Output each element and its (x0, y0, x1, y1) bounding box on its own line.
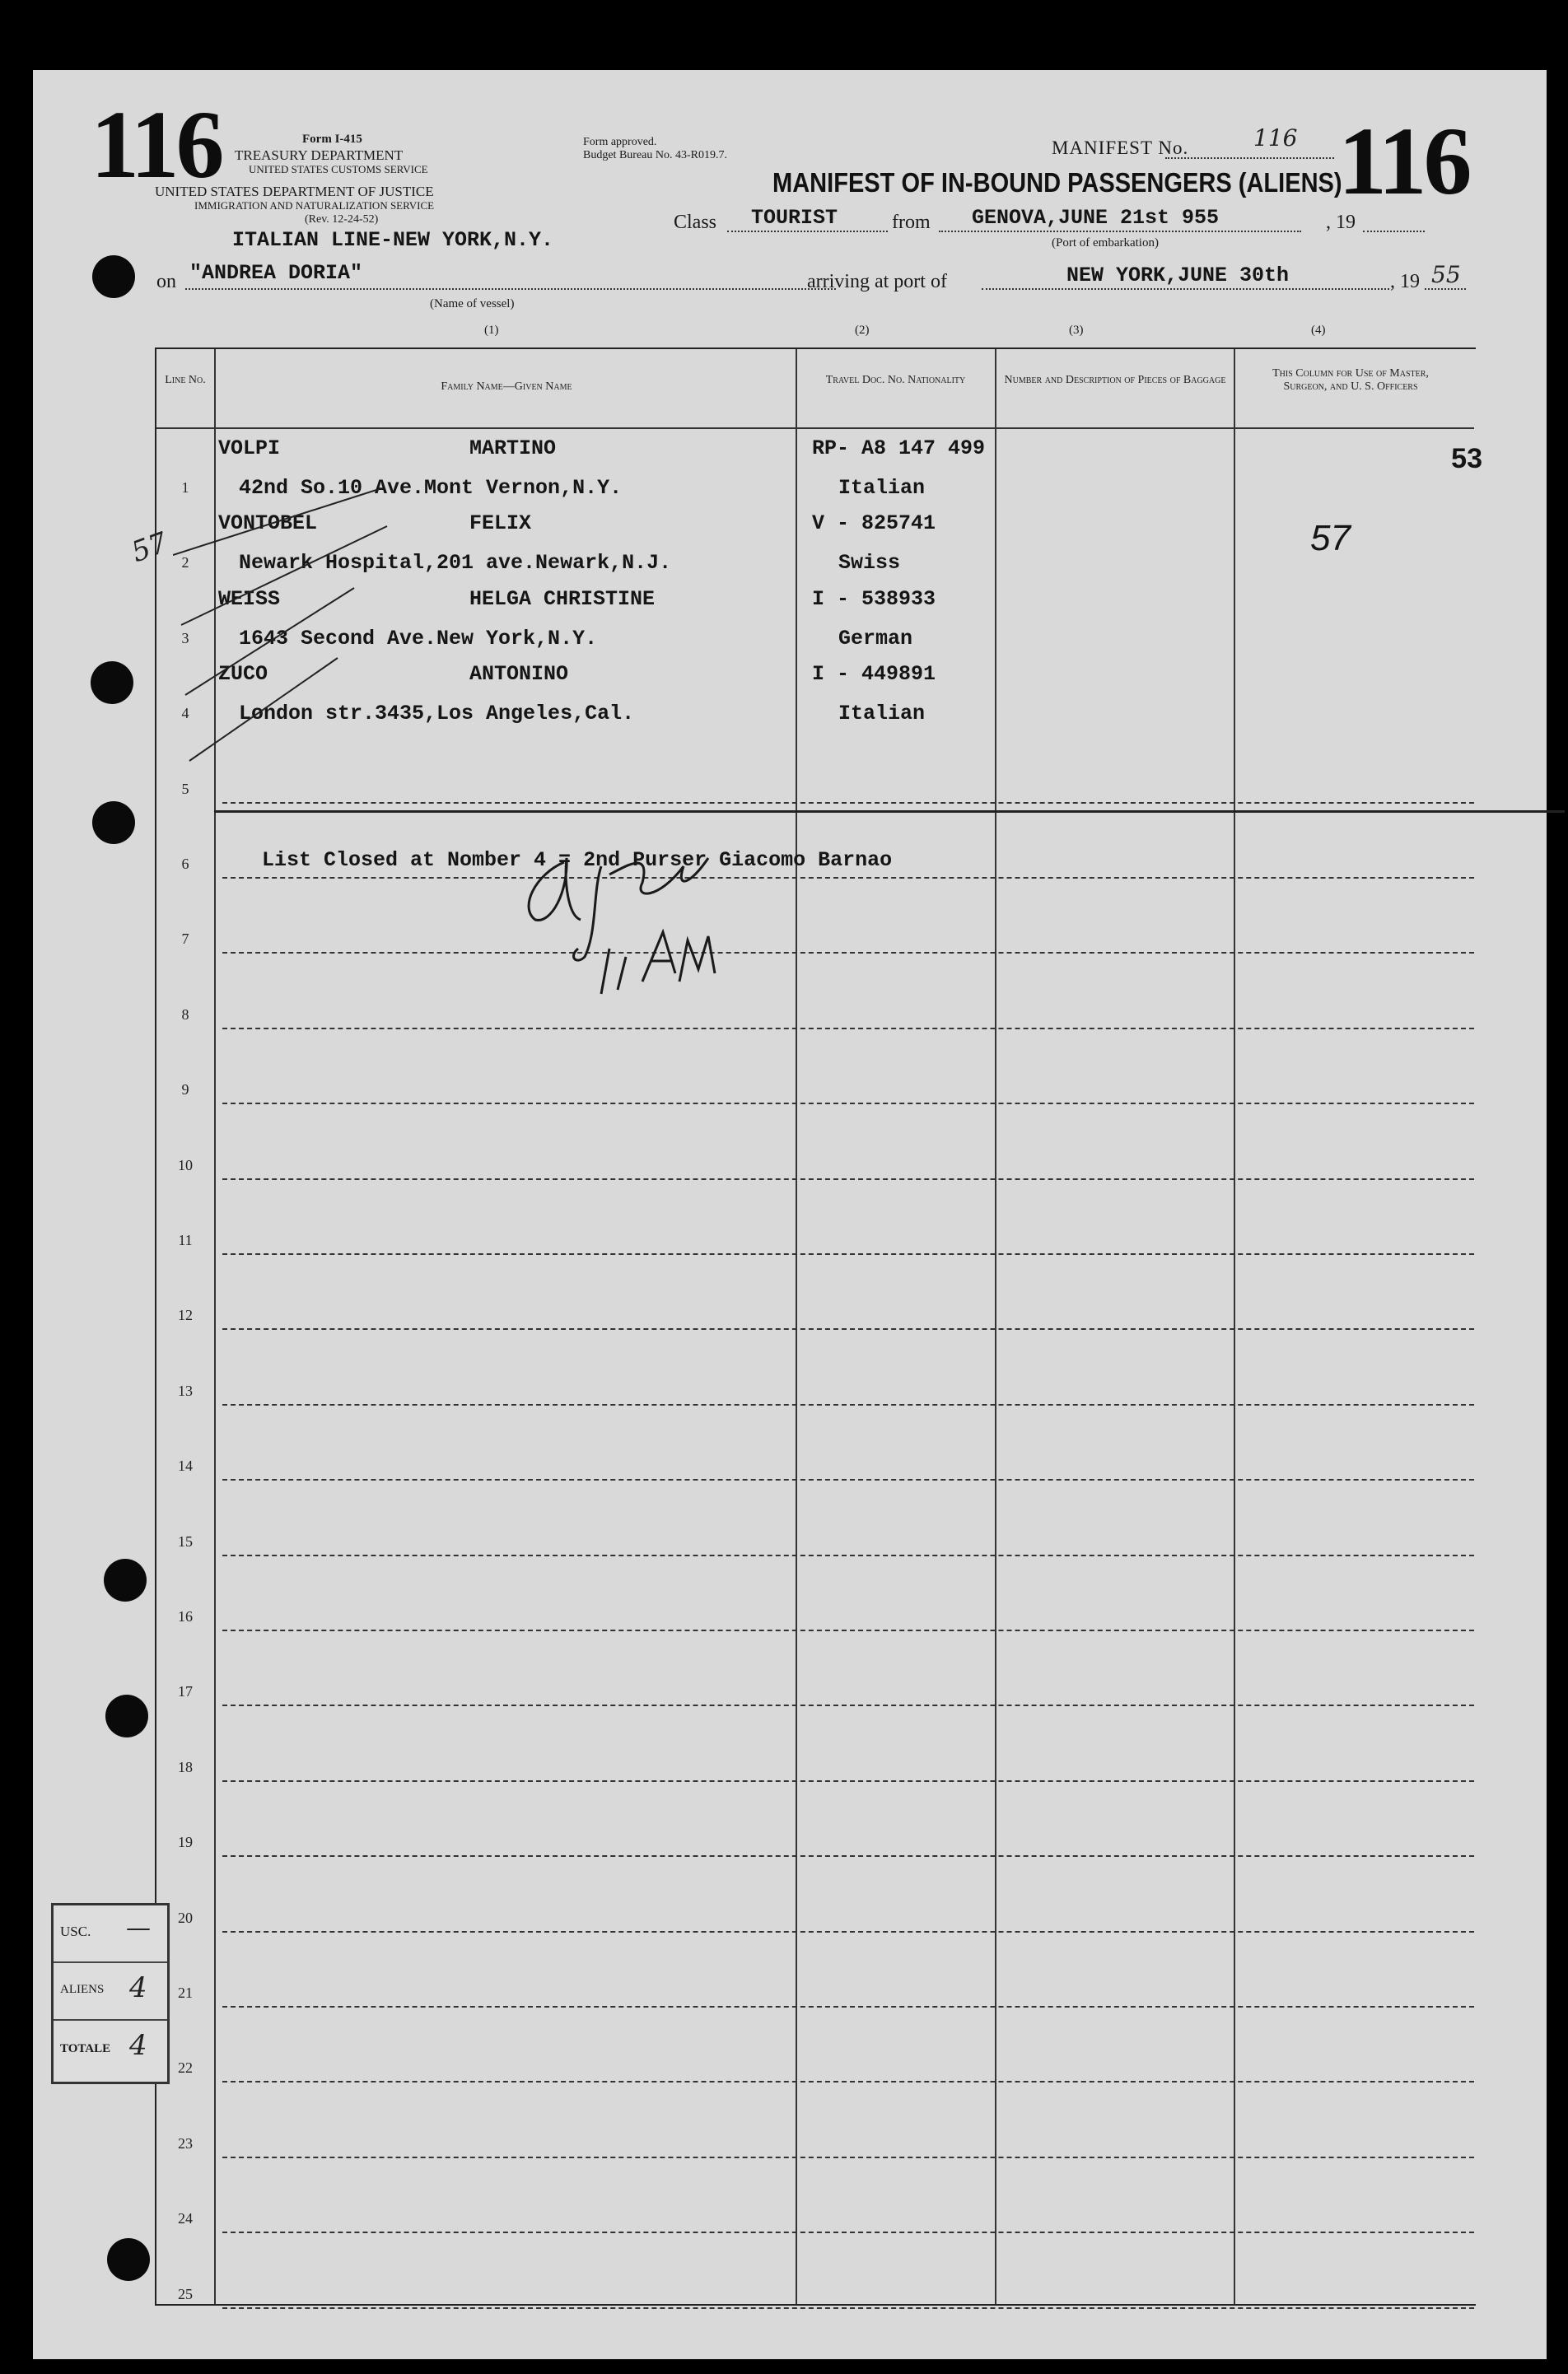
year-value-2: 55 (1431, 261, 1461, 288)
year-label-2: , 19 (1390, 271, 1420, 292)
line-number: 20 (178, 1909, 193, 1926)
form-id: Form I-415 (302, 133, 362, 146)
header-officers: This Column for Use of Master, Surgeon, and U. S. Officers (1272, 367, 1429, 393)
line-number: 25 (178, 2285, 193, 2302)
column-divider (995, 349, 996, 2304)
address: London str.3435,Los Angeles,Cal. (239, 702, 635, 726)
customs-service: UNITED STATES CUSTOMS SERVICE (249, 163, 428, 175)
travel-doc-number: I - 538933 (812, 586, 936, 611)
column-number-3: (3) (1069, 324, 1084, 337)
line-number: 3 (181, 629, 189, 646)
officer-note: 53 (1451, 443, 1482, 474)
punch-hole (91, 661, 133, 704)
line-number: 9 (181, 1081, 189, 1098)
column-number-2: (2) (855, 324, 870, 337)
line-number: 23 (178, 2134, 193, 2152)
nationality: Italian (838, 476, 926, 500)
row-rule (222, 952, 1474, 954)
punch-hole (92, 255, 135, 298)
given-name: HELGA CHRISTINE (469, 586, 656, 611)
arriving-label: arriving at port of (807, 271, 947, 292)
manifest-number-line (1165, 157, 1334, 159)
line-number: 24 (178, 2210, 193, 2227)
family-name: ZUCO (218, 662, 268, 687)
punch-hole (104, 1559, 147, 1602)
header-line-no: Line No. (165, 374, 206, 386)
line-number: 4 (181, 705, 189, 722)
class-label: Class (674, 212, 717, 233)
vessel-name-label: (Name of vessel) (430, 297, 515, 310)
line-number: 15 (178, 1532, 193, 1550)
punch-hole (107, 2238, 150, 2281)
line-number: 11 (178, 1232, 193, 1248)
family-name: VOLPI (218, 436, 281, 460)
header-family-name: Family Name—Given Name (441, 380, 572, 393)
stamp-row-totale: TOTALE 4 (60, 2029, 147, 2062)
row-rule (222, 1630, 1474, 1631)
closing-rule (214, 810, 1565, 813)
family-name: VONTOBEL (218, 511, 318, 536)
row-rule (222, 2307, 1474, 2309)
on-label: on (156, 271, 176, 292)
line-number: 8 (181, 1005, 189, 1023)
row-rule (222, 1705, 1474, 1706)
row-rule (222, 1253, 1474, 1255)
header-travel-doc: Travel Doc. No. Nationality (825, 374, 966, 386)
line-number: 12 (178, 1307, 193, 1324)
treasury-department: TREASURY DEPARTMENT (235, 147, 404, 163)
row-rule (222, 1479, 1474, 1481)
row-rule (222, 2232, 1474, 2233)
margin-note: 57 (127, 525, 172, 570)
from-label: from (892, 212, 931, 233)
check-marks (173, 489, 601, 810)
signature (519, 842, 733, 998)
from-value: GENOVA,JUNE 21st 955 (972, 206, 1220, 230)
vessel-name: "ANDREA DORIA" (189, 261, 363, 285)
line-number: 21 (178, 1985, 193, 2001)
row-rule (222, 1328, 1474, 1330)
closing-note: List Closed at Nomber 4 = 2nd Purser Giacomo Barnao (262, 848, 893, 872)
family-name: WEISS (218, 586, 281, 611)
line-number: 16 (178, 1608, 193, 1625)
row-rule (222, 2006, 1474, 2008)
budget-bureau: Budget Bureau No. 43-R019.7. (583, 149, 727, 161)
line-number: 10 (178, 1156, 193, 1173)
arrival-value: NEW YORK,JUNE 30th (1066, 264, 1290, 287)
stamp-row-usc: USC. — (54, 1905, 167, 1963)
row-rule (222, 1404, 1474, 1406)
row-rule (222, 2081, 1474, 2082)
arrival-line (982, 288, 1389, 290)
address: 42nd So.10 Ave.Mont Vernon,N.Y. (239, 476, 623, 500)
row-rule (222, 1028, 1474, 1029)
travel-doc-number: V - 825741 (812, 511, 936, 536)
punch-hole (105, 1695, 148, 1737)
given-name: MARTINO (469, 436, 557, 460)
given-name: ANTONINO (469, 662, 569, 687)
page-number-right: 116 (1338, 107, 1469, 215)
manifest-number-label: MANIFEST No. (1052, 138, 1189, 158)
line-number: 6 (181, 856, 189, 872)
row-rule (222, 1855, 1474, 1857)
year-label-1: , 19 (1326, 212, 1356, 233)
passenger-table (155, 347, 1482, 2306)
manifest-sheet (33, 70, 1547, 2359)
class-value: TOURIST (751, 206, 838, 230)
travel-doc-number: RP- A8 147 499 (812, 436, 986, 460)
page-number-left: 116 (91, 91, 222, 198)
vessel-line (185, 288, 836, 290)
department-of-justice: UNITED STATES DEPARTMENT OF JUSTICE (155, 184, 434, 199)
line-number: 14 (178, 1458, 193, 1475)
nationality: Italian (838, 702, 926, 726)
class-line (727, 231, 888, 232)
totals-stamp (51, 1903, 170, 2084)
revision-date: (Rev. 12-24-52) (305, 213, 379, 226)
line-number: 18 (178, 1758, 193, 1775)
column-divider (796, 349, 797, 2304)
immigration-service: IMMIGRATION AND NATURALIZATION SERVICE (194, 199, 435, 212)
column-number-1: (1) (484, 324, 499, 337)
manifest-title: MANIFEST OF IN-BOUND PASSENGERS (ALIENS) (772, 167, 1342, 198)
row-rule (222, 1103, 1474, 1104)
header-rule (156, 427, 1474, 429)
year-line-1 (1363, 231, 1425, 232)
column-divider (1234, 349, 1235, 2304)
line-number: 17 (178, 1683, 193, 1700)
line-number: 13 (178, 1382, 193, 1399)
officer-note: 57 (1310, 518, 1351, 559)
row-rule (222, 1178, 1474, 1180)
line-number: 19 (178, 1834, 193, 1851)
punch-hole (92, 801, 135, 844)
row-rule (222, 1931, 1474, 1933)
year-line-2 (1425, 288, 1466, 290)
row-rule (222, 877, 1474, 879)
address: 1643 Second Ave.New York,N.Y. (239, 626, 598, 651)
row-rule (222, 1555, 1474, 1556)
row-rule (222, 1780, 1474, 1782)
nationality: Swiss (838, 551, 901, 576)
address: Newark Hospital,201 ave.Newark,N.J. (239, 551, 672, 576)
manifest-number-handwritten: 116 (1253, 124, 1298, 152)
line-number: 2 (181, 554, 189, 571)
form-approved: Form approved. (583, 136, 657, 148)
nationality: German (838, 626, 913, 651)
port-of-embarkation-label: (Port of embarkation) (1052, 236, 1159, 250)
header-baggage: Number and Description of Pieces of Baggage (1004, 374, 1226, 386)
from-line (939, 231, 1301, 232)
line-number: 5 (181, 780, 189, 797)
travel-doc-number: I - 449891 (812, 662, 936, 687)
line-number: 1 (181, 479, 189, 496)
line-number: 22 (178, 2059, 193, 2077)
given-name: FELIX (469, 511, 532, 536)
row-rule (222, 2157, 1474, 2158)
line-number: 7 (181, 930, 189, 948)
stamp-row-aliens: ALIENS 4 (54, 1963, 167, 2021)
shipping-line: ITALIAN LINE-NEW YORK,N.Y. (232, 228, 554, 252)
column-number-4: (4) (1311, 324, 1326, 337)
